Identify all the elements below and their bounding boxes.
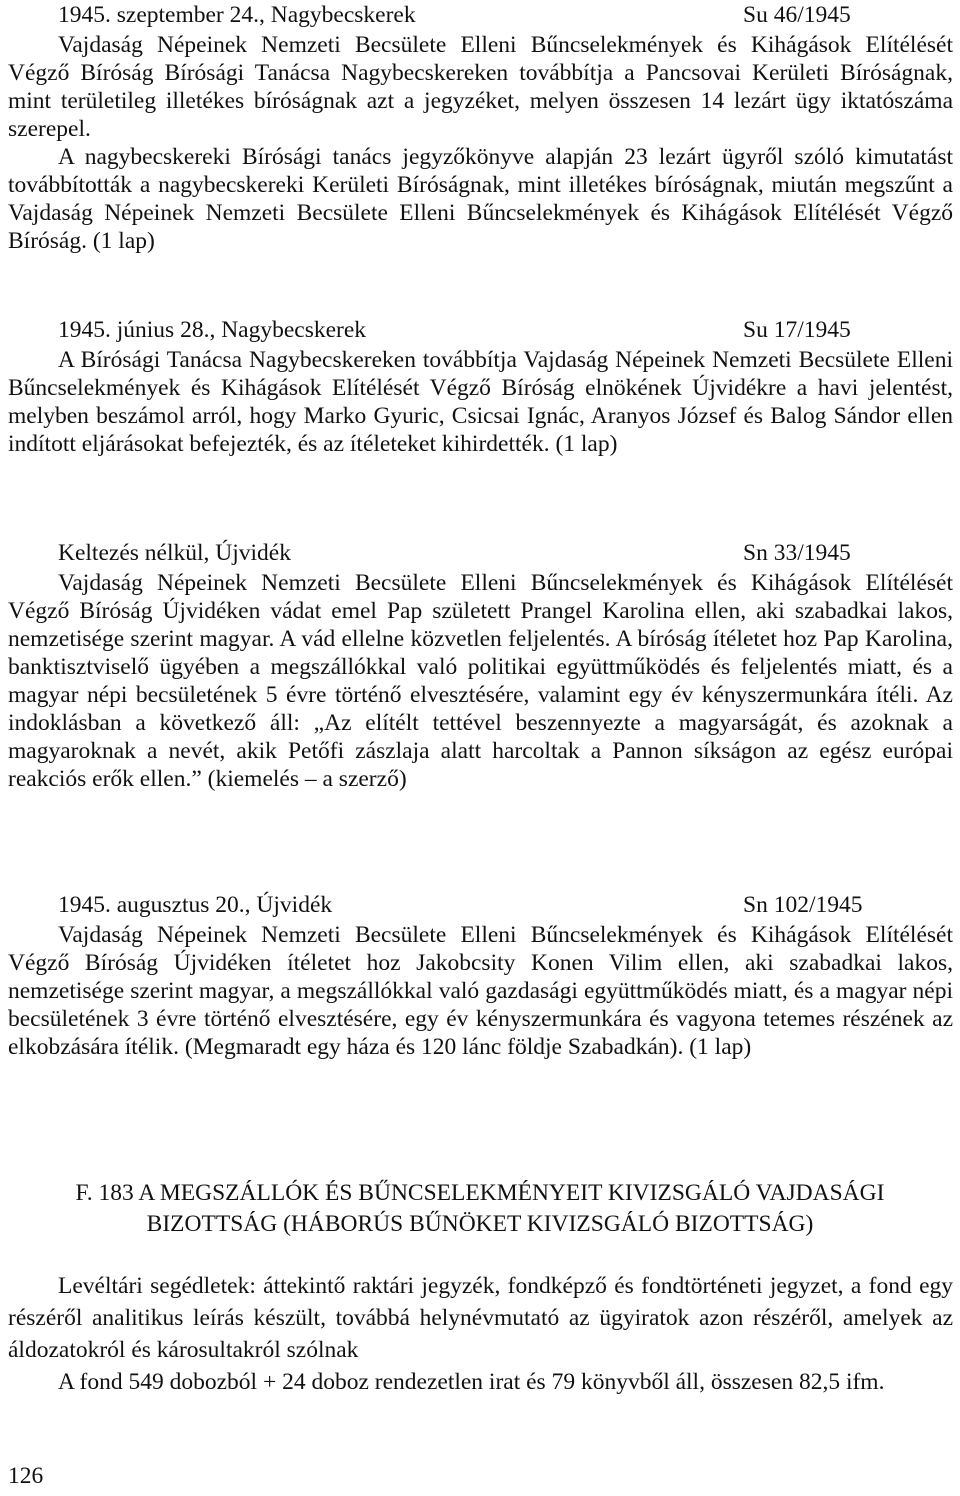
section-paragraph: Levéltári segédletek: áttekintő raktári jegyzék, fondképző és fondtörténeti jegyzet, a fond egy részéről analitikus leírás készült, továbbá helynévmutató az ügyiratok azon részéről, amelyek az áldozatokról és károsultakról szólnak [8, 1273, 953, 1363]
entry-paragraph: Vajdaság Népeinek Nemzeti Becsülete Elleni Bűncselekmények és Kihágások Elítélését Végző Bíróság Bírósági Tanácsa Nagybecskereken továbbítja a Pancsovai Kerületi Bíróságnak, mint területileg illetékes bíróságnak azt a jegyzéket, melyen összesen 14 lezárt ügy iktatószáma szerepel. [8, 32, 953, 142]
archive-entry [8, 890, 953, 1061]
page-number: 126 [8, 1463, 44, 1489]
entry-signature: Su 17/1945 [743, 317, 851, 343]
entry-header [8, 0, 953, 31]
entry-paragraph: Vajdaság Népeinek Nemzeti Becsülete Elleni Bűncselekmények és Kihágások Elítélését Végző Bíróság Újvidéken vádat emel Pap született Prangel Karolina ellen, aki szabadkai lakos, nemzetisége szerint magyar. A vád ellelne közvetlen feljelentés. A bíróság ítéletet hoz Pap Karolina, banktisztviselő ügyében a megszállókkal való politikai együttműködés és feljelentés miatt, és a magyar népi becsületének 5 évre történő elvesztésére, valamint egy év kényszermunkára ítéli. Az indoklásban a következő áll: „Az elítélt tettével beszennyezte a magyarságát, és azoknak a magyaroknak a nevét, akik Petőfi zászlaja alatt harcoltak a Pannon síkságon az egész európai reakciós erők ellen.” (kiemelés – a szerző) [8, 570, 953, 792]
entry-signature: Sn 33/1945 [743, 540, 851, 566]
section-title-line: BIZOTTSÁG (HÁBORÚS BŰNÖKET KIVIZSGÁLÓ BIZOTTSÁG) [146, 1211, 814, 1237]
fond-section-body [8, 1270, 953, 1398]
section-title-line: F. 183 A MEGSZÁLLÓK ÉS BŰNCSELEKMÉNYEIT KIVIZSGÁLÓ VAJDASÁGI [75, 1180, 885, 1206]
fond-section-heading [0, 1178, 960, 1240]
entry-date-place: 1945. június 28., Nagybecskerek [58, 317, 367, 343]
archive-entry [8, 538, 953, 793]
entry-date-place: 1945. augusztus 20., Újvidék [58, 892, 333, 918]
archive-entry [8, 315, 953, 458]
entry-date-place: 1945. szeptember 24., Nagybecskerek [58, 2, 416, 28]
entry-paragraph: A nagybecskereki Bírósági tanács jegyzőkönyve alapján 23 lezárt ügyről szóló kimutatást továbbították a nagybecskereki Kerületi Bíróságnak, mint illetékes bíróságnak, miután megszűnt a Vajdaság Népeinek Nemzeti Becsülete Elleni Bűncselekmények és Kihágások Elítélését Végző Bíróság. (1 lap) [8, 144, 953, 254]
entry-signature: Sn 102/1945 [743, 892, 863, 918]
entry-header [8, 890, 953, 921]
section-paragraph: A fond 549 dobozból + 24 doboz rendezetlen irat és 79 könyvből áll, összesen 82,5 ifm. [58, 1369, 885, 1395]
entry-paragraph: A Bírósági Tanácsa Nagybecskereken továbbítja Vajdaság Népeinek Nemzeti Becsülete Elleni Bűncselekmények és Kihágások Elítélését Végző Bíróság elnökének Újvidékre a havi jelentést, melyben beszámol arról, hogy Marko Gyuric, Csicsai Ignác, Aranyos József és Balog Sándor ellen indított eljárásokat befejezték, és az ítéleteket kihirdették. (1 lap) [8, 347, 953, 457]
entry-header [8, 538, 953, 569]
entry-paragraph: Vajdaság Népeinek Nemzeti Becsülete Elleni Bűncselekmények és Kihágások Elítélését Végző Bíróság Újvidéken ítéletet hoz Jakobcsity Konen Vilim ellen, aki szabadkai lakos, nemzetisége szerint magyar, a megszállókkal való gazdasági együttműködés miatt, és a magyar népi becsületének 3 évre történő elvesztésére, egy év kényszermunkára és vagyona tetemes részének az elkobzására ítélik. (Megmaradt egy háza és 120 lánc földje Szabadkán). (1 lap) [8, 922, 953, 1060]
entry-date-place: Keltezés nélkül, Újvidék [58, 540, 291, 566]
archive-entry [8, 0, 953, 255]
entry-signature: Su 46/1945 [743, 2, 851, 28]
entry-header [8, 315, 953, 346]
